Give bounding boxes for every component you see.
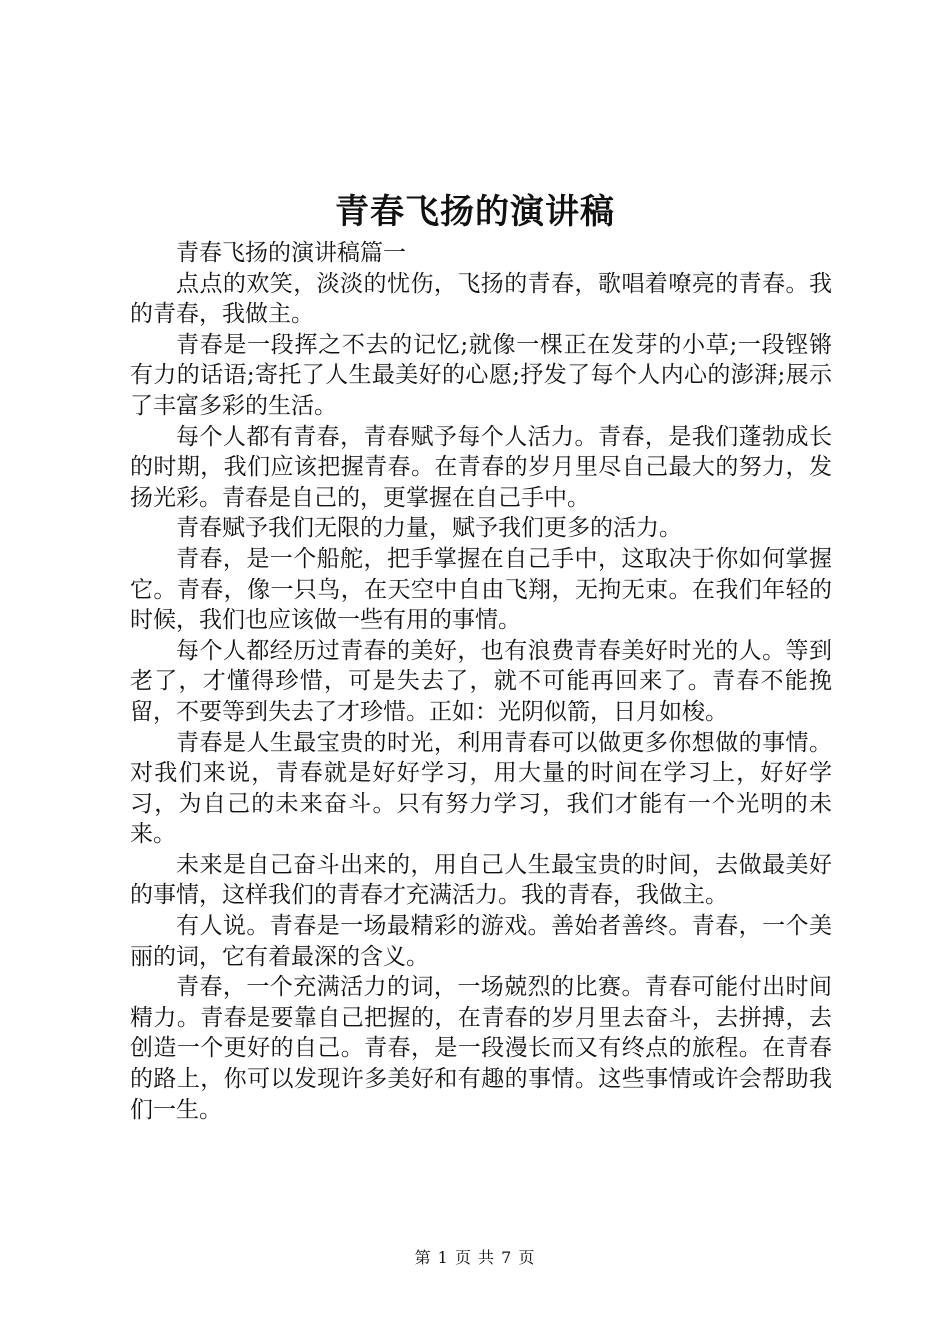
paragraph: 青春，是一个船舵，把手掌握在自己手中，这取决于你如何掌握它。青春，像一只鸟，在天空中自由飞翔，无拘无束。在我们年轻的时候，我们也应该做一些有用的事情。 <box>130 545 832 634</box>
paragraph: 点点的欢笑，淡淡的忧伤，飞扬的青春，歌唱着嘹亮的青春。我的青春，我做主。 <box>130 270 832 328</box>
document-body <box>130 238 832 1125</box>
document-title: 青春飞扬的演讲稿 <box>335 192 615 232</box>
paragraph: 每个人都有青春，青春赋予每个人活力。青春，是我们蓬勃成长的时期，我们应该把握青春。在青春的岁月里尽自己最大的努力，发扬光彩。青春是自己的，更掌握在自己手中。 <box>130 423 832 511</box>
paragraph: 青春是一段挥之不去的记忆;就像一棵正在发芽的小草;一段铿锵有力的话语;寄托了人生最美好的心愿;抒发了每个人内心的澎湃;展示了丰富多彩的生活。 <box>130 331 832 419</box>
section-heading: 青春飞扬的演讲稿篇一 <box>176 240 406 266</box>
paragraph: 未来是自己奋斗出来的，用自己人生最宝贵的时间，去做最美好的事情，这样我们的青春才充满活力。我的青春，我做主。 <box>130 851 832 909</box>
page-indicator: 第 1 页 共 7 页 <box>414 1248 536 1267</box>
paragraph: 青春，一个充满活力的词，一场兢烈的比赛。青春可能付出时间精力。青春是要靠自己把握的，在青春的岁月里去奋斗，去拼搏，去创造一个更好的自己。青春，是一段漫长而又有终点的旅程。在青春的路上，你可以发现许多美好和有趣的事情。这些事情或许会帮助我们一生。 <box>130 974 832 1123</box>
paragraph: 每个人都经历过青春的美好，也有浪费青春美好时光的人。等到老了，才懂得珍惜，可是失去了，就不可能再回来了。青春不能挽留，不要等到失去了才珍惜。正如：光阴似箭，日月如梭。 <box>130 637 832 725</box>
paragraph: 青春赋予我们无限的力量，赋予我们更多的活力。 <box>176 515 682 542</box>
paragraph: 青春是人生最宝贵的时光，利用青春可以做更多你想做的事情。对我们来说，青春就是好好学习，用大量的时间在学习上，好好学习，为自己的未来奋斗。只有努力学习，我们才能有一个光明的未来。 <box>130 729 832 848</box>
paragraph: 有人说。青春是一场最精彩的游戏。善始者善终。青春，一个美丽的词，它有着最深的含义。 <box>130 913 832 970</box>
